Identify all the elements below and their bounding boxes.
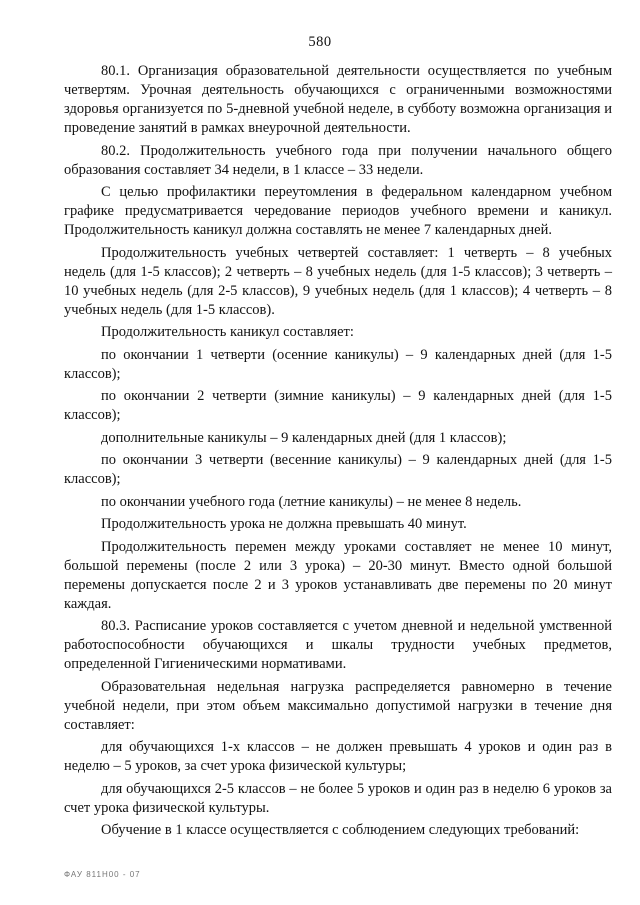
page-number: 580 [308, 34, 332, 50]
paragraph-autumn-holidays: по окончании 1 четверти (осенние каникулы) – 9 календарных дней (для 1-5 классов); [64, 346, 612, 382]
paragraph-winter-holidays: по окончании 2 четверти (зимние каникулы) – 9 календарных дней (для 1-5 классов); [64, 388, 612, 423]
paragraph-fatigue-prevention: С целью профилактики переутомления в федеральном календарном учебном графике предусматривается чередование периодов учебного времени и каникул. Продолжительность каникул должна составлять не менее 7 календарных дней. [64, 184, 612, 238]
paragraph-grade-1-load: для обучающихся 1-х классов – не должен превышать 4 уроков и один раз в неделю – 5 уроков, за счет урока физической культуры; [64, 739, 612, 774]
paragraph-holidays-intro: Продолжительность каникул составляет: [101, 324, 354, 340]
paragraph-grade-2-5-load: для обучающихся 2-5 классов – не более 5 уроков и один раз в неделю 6 уроков за счет урока физической культуры. [64, 780, 612, 816]
paragraph-grade-1-requirements: Обучение в 1 классе осуществляется с соблюдением следующих требований: [101, 822, 580, 838]
paragraph-weekly-load: Образовательная недельная нагрузка распределяется равномерно в течение учебной недели, при этом объем максимально допустимой нагрузки в течение дня составляет: [64, 678, 612, 733]
paragraph-additional-holidays: дополнительные каникулы – 9 календарных дней (для 1 классов); [101, 429, 507, 446]
paragraph-lesson-duration: Продолжительность урока не должна превышать 40 минут. [101, 516, 467, 532]
paragraph-80-2: 80.2. Продолжительность учебного года при получении начального общего образования составляет 34 недели, в 1 классе – 33 недели. [64, 142, 612, 178]
paragraph-summer-holidays: по окончании учебного года (летние каникулы) – не менее 8 недель. [101, 493, 522, 510]
document-body [64, 62, 612, 844]
footer-code: ФАУ 811Н00 - 07 [64, 870, 141, 879]
paragraph-break-duration: Продолжительность перемен между уроками составляет не менее 10 минут, большой перемены (после 2 или 3 урока) – 20-30 минут. Вместо одной большой перемены допускается после 2 и 3 уроков устанавливать две перемены по 20 минут каждая. [64, 538, 612, 612]
paragraph-80-1: 80.1. Организация образовательной деятельности осуществляется по учебным четвертям. Урочная деятельность обучающихся с ограниченными возможностями здоровья организуется по 5-дневной учебной неделе, в субботу возможна организация и проведение занятий в рамках внеурочной деятельности. [64, 63, 612, 136]
paragraph-spring-holidays: по окончании 3 четверти (весенние каникулы) – 9 календарных дней (для 1-5 классов); [64, 452, 612, 487]
paragraph-80-3: 80.3. Расписание уроков составляется с учетом дневной и недельной умственной работоспособности обучающихся и шкалы трудности учебных предметов, определенной Гигиеническими нормативами. [64, 618, 612, 672]
paragraph-quarter-durations: Продолжительность учебных четвертей составляет: 1 четверть – 8 учебных недель (для 1-5 классов); 2 четверть – 8 учебных недель (для 1-5 классов); 3 четверть – 10 учебных недель (для 2-5 классов), 9 учебных недель (для 1 классов); 4 четверть – 8 учебных недель (для 1-5 классов). [64, 244, 612, 318]
